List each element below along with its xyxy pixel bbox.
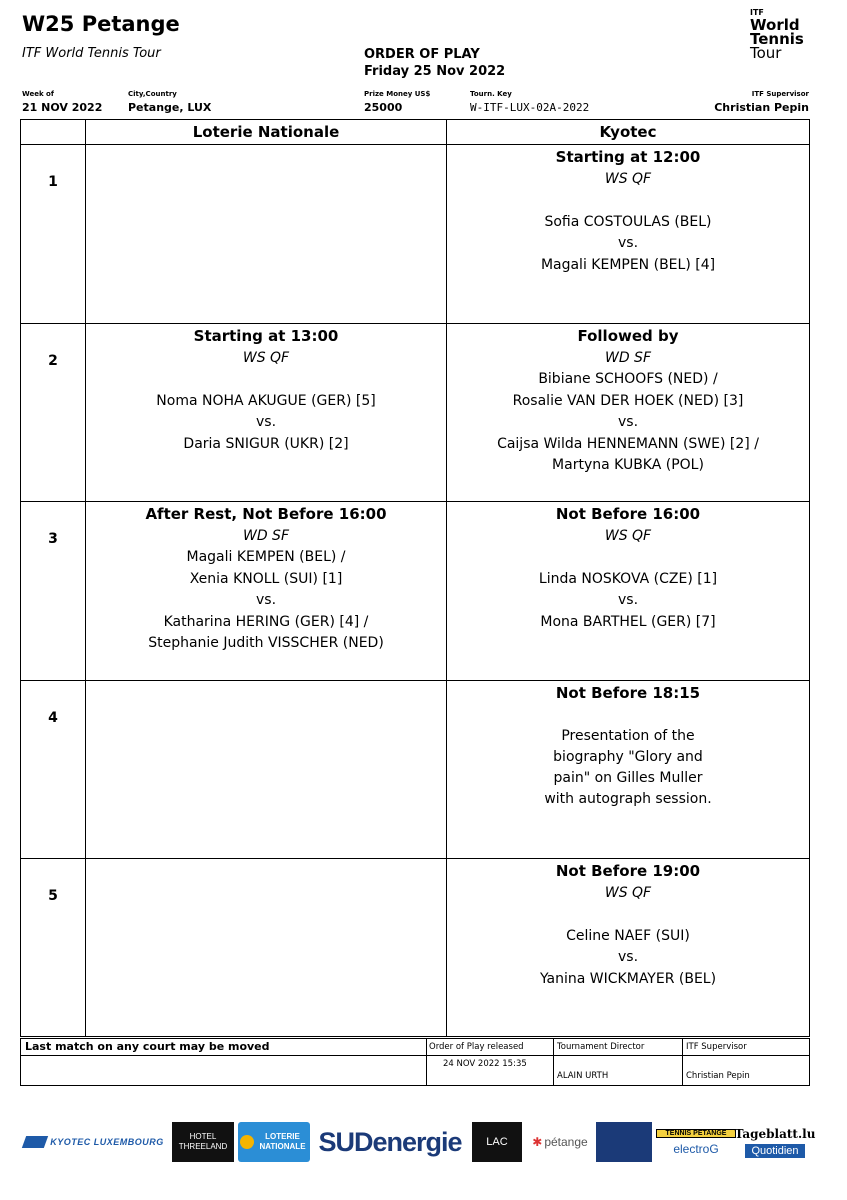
spacer [447, 190, 809, 212]
footer-divider [553, 1039, 554, 1085]
director-label: Tournament Director [557, 1042, 645, 1052]
match-cell-loterie-nationale [86, 504, 446, 679]
event-name: WD SF [604, 349, 651, 366]
itf-world-tennis-tour-logo [750, 8, 820, 60]
loterie-mark-icon [240, 1135, 254, 1149]
versus-label: vs. [617, 235, 639, 251]
tennis-petange-electro-logo [656, 1122, 736, 1162]
spacer [447, 705, 809, 727]
match-cell-kyotec [447, 683, 809, 857]
sudenergie-logo [314, 1122, 466, 1162]
grid-divider [21, 858, 809, 859]
released-value: 24 NOV 2022 15:35 [443, 1059, 527, 1069]
player-name: Magali KEMPEN (BEL) [4] [540, 256, 716, 273]
petange-mark-icon: ✱ [532, 1135, 543, 1149]
versus-label: vs. [617, 414, 639, 430]
player-name: Celine NAEF (SUI) [566, 927, 690, 944]
spacer [86, 369, 446, 391]
player-name: Caijsa Wilda HENNEMANN (SWE) [2] / [497, 435, 759, 452]
grid-divider [21, 680, 809, 681]
match-cell-kyotec [447, 326, 809, 500]
blue-sponsor-logo [596, 1122, 652, 1162]
event-name: WS QF [604, 527, 652, 544]
player-name: Noma NOHA AKUGUE (GER) [5] [156, 392, 376, 409]
quotidien-text: Quotidien [745, 1144, 804, 1158]
footer-table [20, 1038, 810, 1086]
director-value: ALAIN URTH [557, 1071, 609, 1081]
versus-label: vs. [617, 592, 639, 608]
hotel-threeland-logo [172, 1122, 234, 1162]
row-number: 4 [48, 710, 58, 726]
tageblatt-quotidien-logo [734, 1122, 816, 1162]
event-name: WS QF [604, 884, 652, 901]
start-time: Not Before 19:00 [555, 862, 701, 880]
loterie-nationale-logo [238, 1122, 310, 1162]
player-name: Daria SNIGUR (UKR) [2] [183, 435, 349, 452]
kyotec-logo-text: KYOTEC LUXEMBOURG [50, 1137, 164, 1147]
schedule-grid [20, 119, 810, 1037]
row-number: 5 [48, 888, 58, 904]
start-time: Followed by [577, 327, 679, 345]
released-label: Order of Play released [429, 1042, 524, 1052]
match-cell-loterie-nationale [86, 861, 446, 1035]
start-time: Starting at 13:00 [193, 327, 339, 345]
row-number: 1 [48, 174, 58, 190]
match-cell-kyotec [447, 861, 809, 1035]
lac-logo [472, 1122, 522, 1162]
player-name: Magali KEMPEN (BEL) / [186, 549, 346, 565]
player-name: Xenia KNOLL (SUI) [1] [189, 570, 343, 587]
match-cell-loterie-nationale [86, 147, 446, 322]
tageblatt-text: Tageblatt.lu [734, 1126, 816, 1141]
match-cell-loterie-nationale [86, 326, 446, 500]
footer-divider [682, 1039, 683, 1085]
versus-label: vs. [617, 949, 639, 965]
match-cell-kyotec [447, 147, 809, 322]
start-time: Not Before 18:15 [555, 684, 701, 702]
hotel-threeland-text: HOTEL THREELAND [178, 1132, 228, 1151]
player-name: Rosalie VAN DER HOEK (NED) [3] [512, 392, 744, 409]
last-match-note: Last match on any court may be moved [25, 1040, 270, 1053]
player-name: Linda NOSKOVA (CZE) [1] [538, 570, 718, 587]
event-name: WS QF [604, 170, 652, 187]
court-header-kyotec: Kyotec [599, 123, 657, 141]
footer-divider [21, 1055, 809, 1056]
match-cell-kyotec [447, 504, 809, 679]
logo-line1: World [750, 16, 800, 34]
supervisor-label: ITF Supervisor [751, 90, 809, 98]
city-label: City,Country [128, 90, 177, 98]
row-number: 3 [48, 531, 58, 547]
player-name: Bibiane SCHOOFS (NED) / [538, 371, 718, 387]
player-name: Sofia COSTOULAS (BEL) [544, 213, 712, 230]
grid-divider [21, 144, 809, 145]
prize-label: Prize Money US$ [364, 90, 431, 98]
petange-logo [528, 1122, 592, 1162]
petange-text: pétange [544, 1135, 588, 1149]
court-header-loterie-nationale: Loterie Nationale [192, 123, 340, 141]
sudenergie-text: SUDenergie [318, 1126, 462, 1157]
footer-supervisor-value: Christian Pepin [686, 1071, 750, 1081]
order-of-play-date: Friday 25 Nov 2022 [364, 64, 506, 79]
event-note: Presentation of the biography "Glory and pain" on Gilles Muller with autograph session. [544, 728, 712, 807]
logo-line2: Tennis [750, 30, 804, 48]
start-time: Not Before 16:00 [555, 505, 701, 523]
city-value: Petange, LUX [128, 101, 212, 114]
week-label: Week of [22, 90, 54, 98]
versus-label: vs. [255, 592, 277, 608]
player-name: Yanina WICKMAYER (BEL) [539, 970, 717, 987]
order-of-play-title: ORDER OF PLAY [364, 47, 480, 62]
lac-text: LAC [486, 1136, 508, 1148]
player-name: Martyna KUBKA (POL) [552, 457, 704, 473]
week-value: 21 NOV 2022 [22, 101, 103, 114]
event-name: WS QF [242, 349, 290, 366]
tourn-key-label: Tourn. Key [470, 90, 512, 98]
tennis-petange-text: TENNIS PETANGE [656, 1129, 736, 1138]
player-name: Mona BARTHEL (GER) [7] [540, 613, 716, 630]
spacer [447, 547, 809, 569]
electro-text: electroG [673, 1141, 719, 1156]
tourn-key-value: W-ITF-LUX-02A-2022 [470, 101, 590, 114]
footer-divider [426, 1039, 427, 1085]
footer-supervisor-label: ITF Supervisor [686, 1042, 747, 1052]
supervisor-value: Christian Pepin [714, 101, 809, 114]
prize-value: 25000 [364, 101, 403, 114]
start-time: Starting at 12:00 [555, 148, 701, 166]
page-title: W25 Petange [22, 12, 180, 36]
start-time: After Rest, Not Before 16:00 [145, 505, 387, 523]
logo-line3: Tour [750, 44, 782, 62]
player-name: Stephanie Judith VISSCHER (NED) [148, 635, 384, 651]
row-number: 2 [48, 353, 58, 369]
page-subtitle: ITF World Tennis Tour [22, 46, 161, 61]
match-cell-loterie-nationale [86, 683, 446, 857]
player-name: Katharina HERING (GER) [4] / [163, 613, 369, 630]
order-of-play-heading [364, 46, 505, 80]
grid-divider [21, 501, 809, 502]
versus-label: vs. [255, 414, 277, 430]
loterie-text: LOTERIE NATIONALE [259, 1132, 306, 1151]
kyotec-mark-icon [22, 1136, 48, 1148]
kyotec-logo [20, 1122, 168, 1162]
grid-divider [21, 323, 809, 324]
event-name: WD SF [242, 527, 289, 544]
logo-itf-text: ITF [750, 8, 764, 17]
spacer [447, 904, 809, 926]
